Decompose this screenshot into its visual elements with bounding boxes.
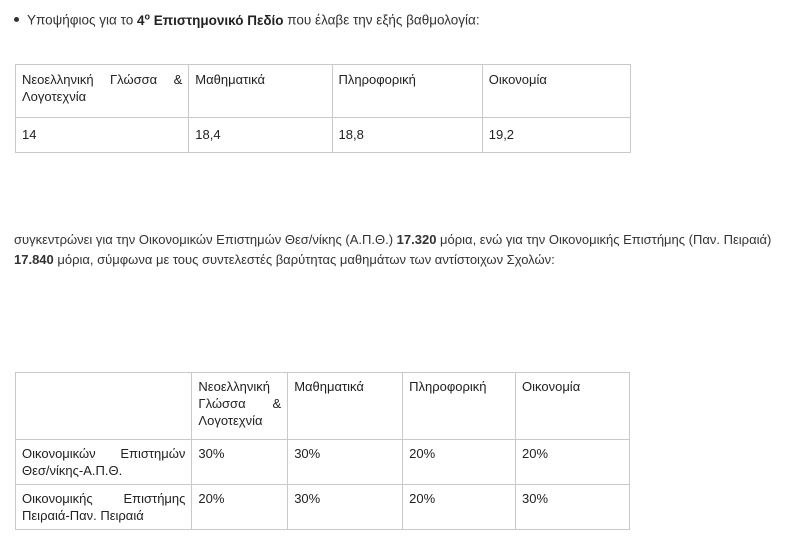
grades-header-row [16,65,631,118]
paragraph-text: μόρια, σύμφωνα με τους συντελεστές βαρύτητας μαθημάτων των αντίστοιχων Σχολών: [53,252,555,267]
paragraph-text: συγκεντρώνει για την Οικονομικών Επιστημών Θεσ/νίκης (Α.Π.Θ.) [14,232,397,247]
intro-suffix: που έλαβε την εξής βαθμολογία: [283,12,480,28]
coefficients-table [15,372,630,530]
grades-header-cell: Νεοελληνική Γλώσσα & Λογοτεχνία [16,65,189,118]
school-label: Οικονομικής Επιστήμης Πειραιά-Παν. Πειραιά [16,485,192,530]
points-value: 17.320 [396,232,437,247]
coefficients-row [16,440,630,485]
coefficient-cell: 20% [192,485,288,530]
intro-prefix: Υποψήφιος για το [27,12,137,28]
grades-header-cell: Οικονομία [482,65,630,118]
intro-bullet [14,6,480,31]
coefficients-row [16,485,630,530]
coefficient-cell: 30% [192,440,288,485]
coefficient-cell: 20% [516,440,630,485]
coefficients-header-row [16,373,630,440]
points-paragraph [14,230,789,270]
coefficients-header-cell [16,373,192,440]
grades-value-row [16,118,631,153]
coefficient-cell: 30% [288,485,403,530]
grades-header-cell: Μαθηματικά [189,65,332,118]
coefficient-cell: 20% [403,485,516,530]
coefficients-header-cell: Νεοελληνική Γλώσσα & Λογοτεχνία [192,373,288,440]
bullet-icon [14,17,19,22]
coefficient-cell: 20% [403,440,516,485]
coefficients-header-cell: Πληροφορική [403,373,516,440]
grade-cell: 18,4 [189,118,332,153]
coefficient-cell: 30% [516,485,630,530]
coefficients-header-cell: Οικονομία [516,373,630,440]
grades-header-cell: Πληροφορική [332,65,482,118]
coefficient-cell: 30% [288,440,403,485]
grade-cell: 18,8 [332,118,482,153]
grades-table [15,64,631,153]
school-label: Οικονομικών Επιστημών Θεσ/νίκης-Α.Π.Θ. [16,440,192,485]
field-number: $4^o$ Επιστημονικό Πεδίο [137,11,284,28]
paragraph-text: μόρια, ενώ για την Οικονομικής Επιστήμης (Παν. Πειραιά) [436,232,772,247]
grade-cell: 19,2 [482,118,630,153]
coefficients-header-cell: Μαθηματικά [288,373,403,440]
grade-cell: 14 [16,118,189,153]
points-value: 17.840 [14,252,54,267]
